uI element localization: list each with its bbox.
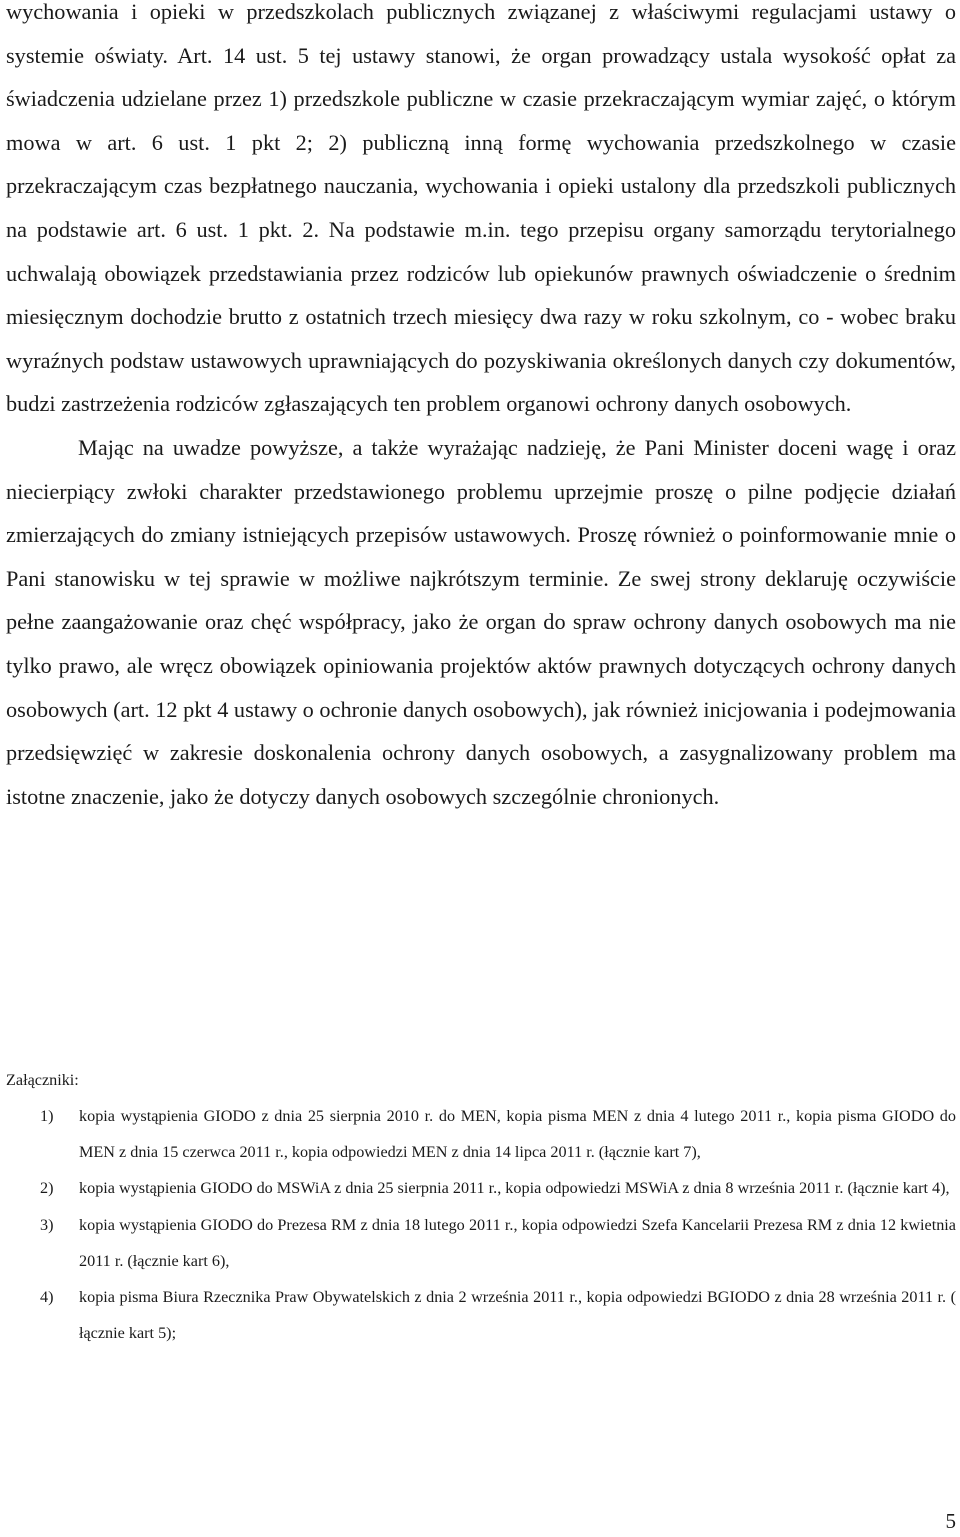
- attachments-heading: Załączniki:: [6, 1071, 79, 1089]
- attachments-list: [6, 1098, 956, 1351]
- attachment-text: kopia pisma Biura Rzecznika Praw Obywatelskich z dnia 2 września 2011 r., kopia odpowiedzi BGIODO z dnia 28 września 2011 r. ( łącznie kart 5);: [79, 1288, 956, 1343]
- attachment-item-2: [6, 1170, 956, 1206]
- attachment-text: kopia wystąpienia GIODO do Prezesa RM z dnia 18 lutego 2011 r., kopia odpowiedzi Szefa Kancelarii Prezesa RM z dnia 12 kwietnia 2011 r. (łącznie kart 6),: [79, 1215, 956, 1270]
- attachment-number: 1): [40, 1107, 54, 1125]
- attachment-number: 3): [40, 1215, 54, 1234]
- attachment-text: kopia wystąpienia GIODO do MSWiA z dnia 25 sierpnia 2011 r., kopia odpowiedzi MSWiA z dnia 8 września 2011 r. (łącznie kart 4),: [79, 1179, 950, 1198]
- attachment-text: kopia wystąpienia GIODO z dnia 25 sierpnia 2010 r. do MEN, kopia pisma MEN z dnia 4 lutego 2011 r., kopia pisma GIODO do MEN z dnia 15 czerwca 2011 r., kopia odpowiedzi MEN z dnia 14 lipca 2011 r. (łącznie kart 7),: [79, 1107, 956, 1162]
- body-paragraph-1: wychowania i opieki w przedszkolach publicznych związanej z właściwymi regulacjami ustawy o systemie oświaty. Art. 14 ust. 5 tej ustawy stanowi, że organ prowadzący ustala wysokość opłat za świadczenia udzielane przez 1) przedszkole publiczne w czasie przekraczającym wymiar zajęć, o którym mowa w art. 6 ust. 1 pkt 2; 2) publiczną inną formę wychowania przedszkolnego w czasie przekraczającym czas bezpłatnego nauczania, wychowania i opieki ustalony dla przedszkoli publicznych na podstawie art. 6 ust. 1 pkt. 2. Na podstawie m.in. tego przepisu organy samorządu terytorialnego uchwalają obowiązek przedstawiania przez rodziców lub opiekunów prawnych oświadczenie o średnim miesięcznym dochodzie brutto z ostatnich trzech miesięcy dwa razy w roku szkolnym, co - wobec braku wyraźnych podstaw ustawowych uprawniających do pozyskiwania określonych danych czy dokumentów, budzi zastrzeżenia rodziców zgłaszających ten problem organowi ochrony danych osobowych.: [6, 0, 956, 417]
- body-paragraph-2: Mając na uwadze powyższe, a także wyrażając nadzieję, że Pani Minister doceni wagę i oraz niecierpiący zwłoki charakter przedstawionego problemu uprzejmie proszę o pilne podjęcie działań zmierzających do zmiany istniejących przepisów ustawowych. Proszę również o poinformowanie mnie o Pani stanowisku w tej sprawie w możliwe najkrótszym terminie. Ze swej strony deklaruję oczywiście pełne zaangażowanie oraz chęć współpracy, jako że organ do spraw ochrony danych osobowych ma nie tylko prawo, ale wręcz obowiązek opiniowania projektów aktów prawnych dotyczących ochrony danych osobowych (art. 12 pkt 4 ustawy o ochronie danych osobowych), jak również inicjowania i podejmowania przedsięwzięć w zakresie doskonalenia ochrony danych osobowych, a zasygnalizowany problem ma istotne znaczenie, jako że dotyczy danych osobowych szczególnie chronionych.: [6, 434, 956, 809]
- attachment-item-4: [6, 1279, 956, 1351]
- document-page: [6, 0, 956, 1343]
- page-number: 5: [945, 1509, 956, 1533]
- attachment-item-1: [6, 1098, 956, 1170]
- attachment-number: 4): [40, 1288, 54, 1307]
- attachment-item-3: [6, 1207, 956, 1279]
- attachment-number: 2): [40, 1179, 54, 1198]
